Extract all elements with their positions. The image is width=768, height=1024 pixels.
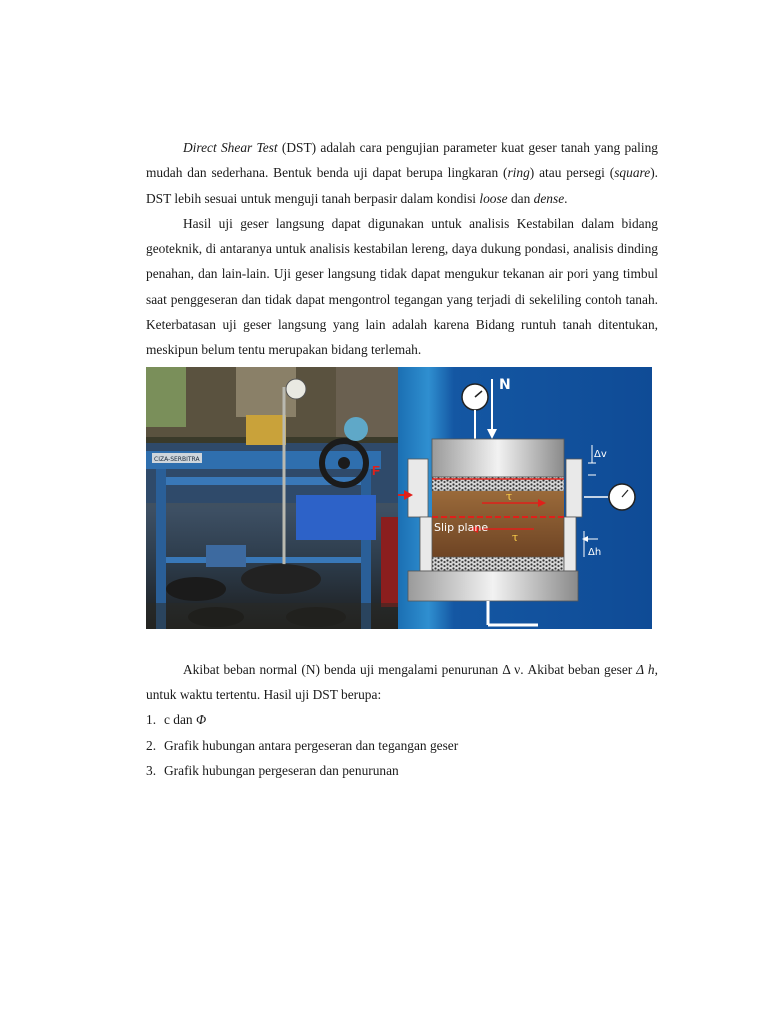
label-slip-plane: Slip plane [434,520,489,534]
list-number: 3. [146,762,157,778]
document-page [146,135,658,783]
paragraph-dst-results [146,657,658,708]
apparatus-photo [146,367,398,629]
text-run: c dan [164,712,196,728]
apparatus-label: CIZA-SERBITRA [154,455,200,463]
shear-box-diagram [372,367,652,629]
label-f: F [372,462,380,478]
text-run: (DST) adalah cara pengujian parameter kuat geser tanah yang paling mudah dan sederhana. Bentuk benda uji dapat berupa lingkaran ( [146,140,658,181]
text-run: ). DST lebih sesuai untuk menguji tanah berpasir dalam kondisi [146,165,658,206]
symbol-delta-h: Δ h [636,661,655,677]
paragraph-dst-uses: Hasil uji geser langsung dapat digunakan untuk analisis Kestabilan dalam bidang geoteknik, di antaranya untuk analisis kestabilan lereng, daya dukung pondasi, analisis dinding penahan, dan lain-lain. Uji geser langsung tidak dapat mengukur tekanan air pori yang timbul saat penggeseran dan tidak dapat mengontrol tegangan yang terjadi di sekeliling contoh tanah. Keterbatasan uji geser langsung yang lain adalah karena Bidang runtuh tanah ditentukan, meskipun belum tentu merupakan bidang terlemah. [146,215,658,358]
list-item [146,758,658,783]
term-dense: dense [533,190,565,206]
paragraph-dst-intro [146,135,658,211]
list-number: 2. [146,737,157,753]
normal-load-arrow-icon [487,429,497,439]
term-loose: loose [479,190,508,206]
list-text: Grafik hubungan antara pergeseran dan tegangan geser [164,737,459,753]
list-item [146,707,658,732]
text-run: . [564,190,568,206]
list-text [164,707,206,732]
term-ring: ring [507,165,530,181]
label-tau-bottom: τ [512,530,519,544]
label-n: N [499,376,511,393]
label-delta-h: Δh [588,546,602,558]
symbol-delta-v: Δ ν [502,661,521,677]
label-tau-top: τ [506,489,513,503]
apparatus-photo-drawing [146,367,398,629]
text-run: , untuk waktu tertentu. Hasil uji DST berupa: [146,661,658,702]
label-delta-v: Δv [594,448,607,460]
symbol-phi: Φ [195,712,207,728]
list-item [146,733,658,758]
text-run: Akibat beban normal (N) benda uji mengalami penurunan [183,661,503,677]
dst-figure [146,367,652,629]
text-run: . Akibat beban geser [520,661,637,677]
list-number: 1. [146,712,157,728]
shear-box-drawing [398,367,652,629]
text-run: ) atau persegi ( [529,165,615,181]
term-direct-shear-test: Direct Shear Test [183,140,278,155]
term-square: square [614,165,651,181]
list-text: Grafik hubungan pergeseran dan penurunan [164,762,399,778]
text-run: dan [507,190,534,206]
results-list [146,707,658,783]
